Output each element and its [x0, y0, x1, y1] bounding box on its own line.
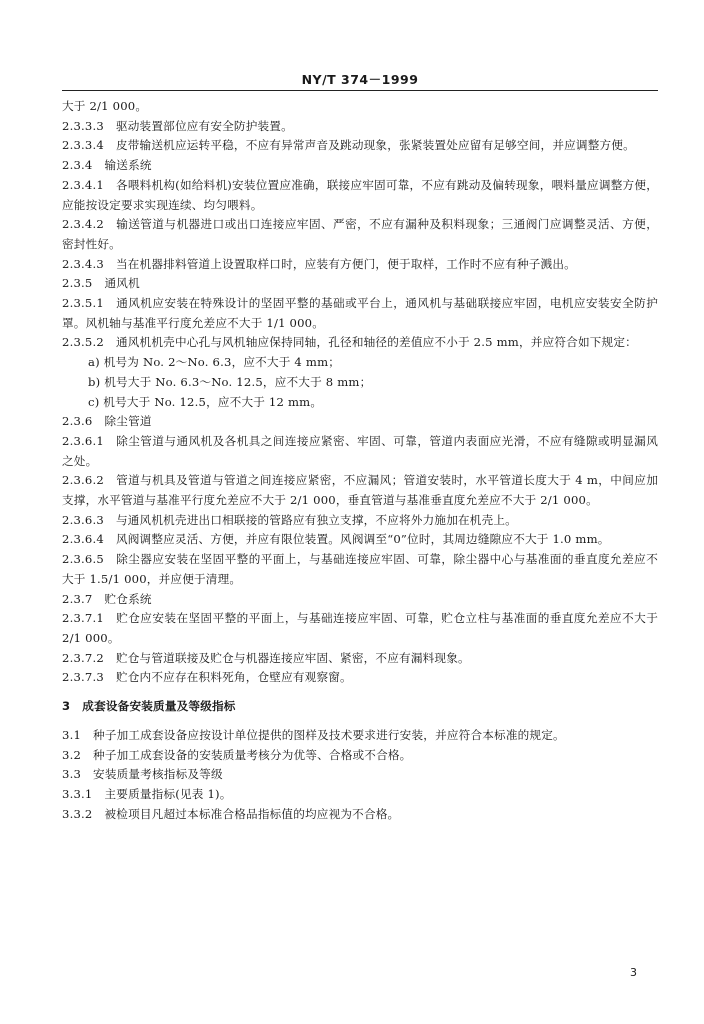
- clause-number: 2.3.5.2: [62, 335, 104, 350]
- section-title: 成套设备安装质量及等级指标: [82, 699, 236, 714]
- clause-number: 2.3.4.1: [62, 177, 104, 192]
- clause-paragraph: [62, 274, 658, 294]
- clause-number: 2.3.5.1: [62, 296, 104, 311]
- clause-paragraph: [62, 649, 658, 669]
- clause-number: 2.3.3.4: [62, 138, 104, 153]
- clause-text: 被检项目凡超过本标准合格品指标值的均应视为不合格。: [104, 806, 400, 821]
- clause-text: 除尘管道与通风机及各机具之间连接应紧密、牢固、可靠，管道内表面应光滑，不应有缝隙或明显漏风之处。: [62, 433, 658, 468]
- clause-paragraph: [62, 117, 658, 137]
- clause-number: 2.3.5: [62, 276, 93, 291]
- clause-text: 大于 2/1 000。: [62, 99, 148, 113]
- clause-text: 驱动装置部位应有安全防护装置。: [115, 118, 293, 133]
- clause-number: 2.3.7.1: [62, 611, 104, 626]
- clause-paragraph: [62, 726, 658, 746]
- clause-number: 2.3.6.4: [62, 532, 104, 547]
- clause-text: 与通风机机壳进出口相联接的管路应有独立支撑，不应将外力施加在机壳上。: [115, 512, 517, 527]
- clause-number: 3.3.1: [62, 786, 93, 801]
- clause-number: 2.3.7.2: [62, 650, 104, 665]
- document-body: [62, 97, 658, 824]
- section-number: 3: [62, 699, 71, 714]
- clause-text: 管道与机具及管道与管道之间连接应紧密，不应漏风；管道安装时，水平管道长度大于 4 m，中间应加支撑，水平管道与基准平行度允差应不大于 2/1 000，垂直管道与基准垂直度允差应不大于 2/1 000。: [62, 473, 658, 508]
- clause-paragraph: [62, 255, 658, 275]
- clause-text: b) 机号大于 No. 6.3～No. 12.5，应不大于 8 mm；: [88, 374, 372, 389]
- clause-number: 2.3.6.5: [62, 552, 104, 567]
- clause-text: 贮仓与管道联接及贮仓与机器连接应牢固、紧密，不应有漏料现象。: [115, 650, 470, 665]
- clauses-section-2: [62, 97, 658, 688]
- clause-paragraph: [62, 353, 658, 373]
- clause-paragraph: [62, 668, 658, 688]
- clause-paragraph: [62, 136, 658, 156]
- clause-number: 2.3.7.3: [62, 670, 104, 685]
- clause-paragraph: [62, 550, 658, 589]
- clause-paragraph: [62, 785, 658, 805]
- clauses-section-3: [62, 726, 658, 825]
- clause-paragraph: [62, 373, 658, 393]
- clause-paragraph: [62, 765, 658, 785]
- clause-number: 3.3: [62, 767, 82, 782]
- clause-text: 输送管道与机器进口或出口连接应牢固、严密，不应有漏种及积料现象；三通阀门应调整灵活、方便，密封性好。: [62, 217, 658, 251]
- clause-text: 贮仓应安装在坚固平整的平面上，与基础连接应牢固、可靠，贮仓立柱与基准面的垂直度允差应不大于 2/1 000。: [62, 611, 658, 645]
- clause-paragraph: [62, 156, 658, 176]
- clause-text: 输送系统: [104, 158, 152, 173]
- clause-text: 贮仓内不应存在积料死角，仓壁应有观察窗。: [115, 670, 352, 685]
- clause-number: 2.3.6.3: [62, 512, 104, 527]
- clause-number: 2.3.4.2: [62, 217, 104, 232]
- clause-number: 2.3.6.2: [62, 473, 104, 488]
- clause-text: 当在机器排料管道上设置取样口时，应装有方便门，便于取样，工作时不应有种子溅出。: [115, 256, 576, 271]
- clause-text: 除尘管道: [104, 414, 152, 429]
- clause-paragraph: [62, 294, 658, 333]
- clause-paragraph: [62, 176, 658, 215]
- clause-paragraph: [62, 97, 658, 117]
- page-number: 3: [630, 966, 637, 979]
- clause-text: c) 机号大于 No. 12.5，应不大于 12 mm。: [88, 394, 323, 409]
- clause-text: 除尘器应安装在坚固平整的平面上，与基础连接应牢固、可靠，除尘器中心与基准面的垂直度允差应不大于 1.5/1 000，并应便于清理。: [62, 552, 658, 586]
- clause-paragraph: [62, 471, 658, 510]
- clause-number: 2.3.3.3: [62, 118, 104, 133]
- clause-paragraph: [62, 530, 658, 550]
- clause-number: 2.3.6.1: [62, 433, 104, 448]
- clause-number: 3.2: [62, 747, 82, 762]
- clause-text: 种子加工成套设备应按设计单位提供的图样及技术要求进行安装，并应符合本标准的规定。: [93, 727, 565, 742]
- clause-paragraph: [62, 412, 658, 432]
- clause-text: 种子加工成套设备的安装质量考核分为优等、合格或不合格。: [93, 747, 412, 762]
- clause-paragraph: [62, 746, 658, 766]
- clause-number: 2.3.4: [62, 158, 93, 173]
- clause-number: 3.3.2: [62, 806, 93, 821]
- header-rule: [62, 90, 658, 91]
- clause-paragraph: [62, 393, 658, 413]
- clause-number: 2.3.6: [62, 414, 93, 429]
- clause-text: 主要质量指标(见表 1)。: [104, 786, 232, 801]
- clause-text: 通风机机壳中心孔与风机轴应保持同轴，孔径和轴径的差值应不小于 2.5 mm，并应符合如下规定：: [115, 335, 637, 350]
- clause-paragraph: [62, 333, 658, 353]
- clause-text: 贮仓系统: [104, 591, 152, 606]
- clause-number: 3.1: [62, 727, 82, 742]
- clause-number: 2.3.4.3: [62, 256, 104, 271]
- standard-code: NY/T 374－1999: [301, 72, 419, 87]
- clause-text: a) 机号为 No. 2～No. 6.3，应不大于 4 mm；: [88, 355, 341, 370]
- clause-paragraph: [62, 511, 658, 531]
- clause-text: 皮带输送机应运转平稳，不应有异常声音及跳动现象，张紧装置处应留有足够空间，并应调整方便。: [115, 138, 635, 153]
- clause-paragraph: [62, 805, 658, 825]
- clause-text: 风阀调整应灵活、方便，并应有限位装置。风阀调至“0”位时，其周边缝隙应不大于 1.0 mm。: [115, 532, 610, 547]
- clause-text: 各喂料机构(如给料机)安装位置应准确，联接应牢固可靠，不应有跳动及偏转现象，喂料量应调整方便，应能按设定要求实现连续、均匀喂料。: [62, 177, 658, 212]
- clause-paragraph: [62, 590, 658, 610]
- clause-text: 通风机应安装在特殊设计的坚固平整的基础或平台上，通风机与基础联接应牢固，电机应安装安全防护罩。风机轴与基准平行度允差应不大于 1/1 000。: [62, 296, 658, 330]
- clause-text: 安装质量考核指标及等级: [93, 767, 223, 782]
- clause-paragraph: [62, 432, 658, 471]
- section-3-heading: [62, 697, 658, 717]
- clause-paragraph: [62, 215, 658, 254]
- clause-paragraph: [62, 609, 658, 648]
- clause-text: 通风机: [104, 276, 140, 291]
- clause-number: 2.3.7: [62, 591, 93, 606]
- page-header: [62, 70, 658, 88]
